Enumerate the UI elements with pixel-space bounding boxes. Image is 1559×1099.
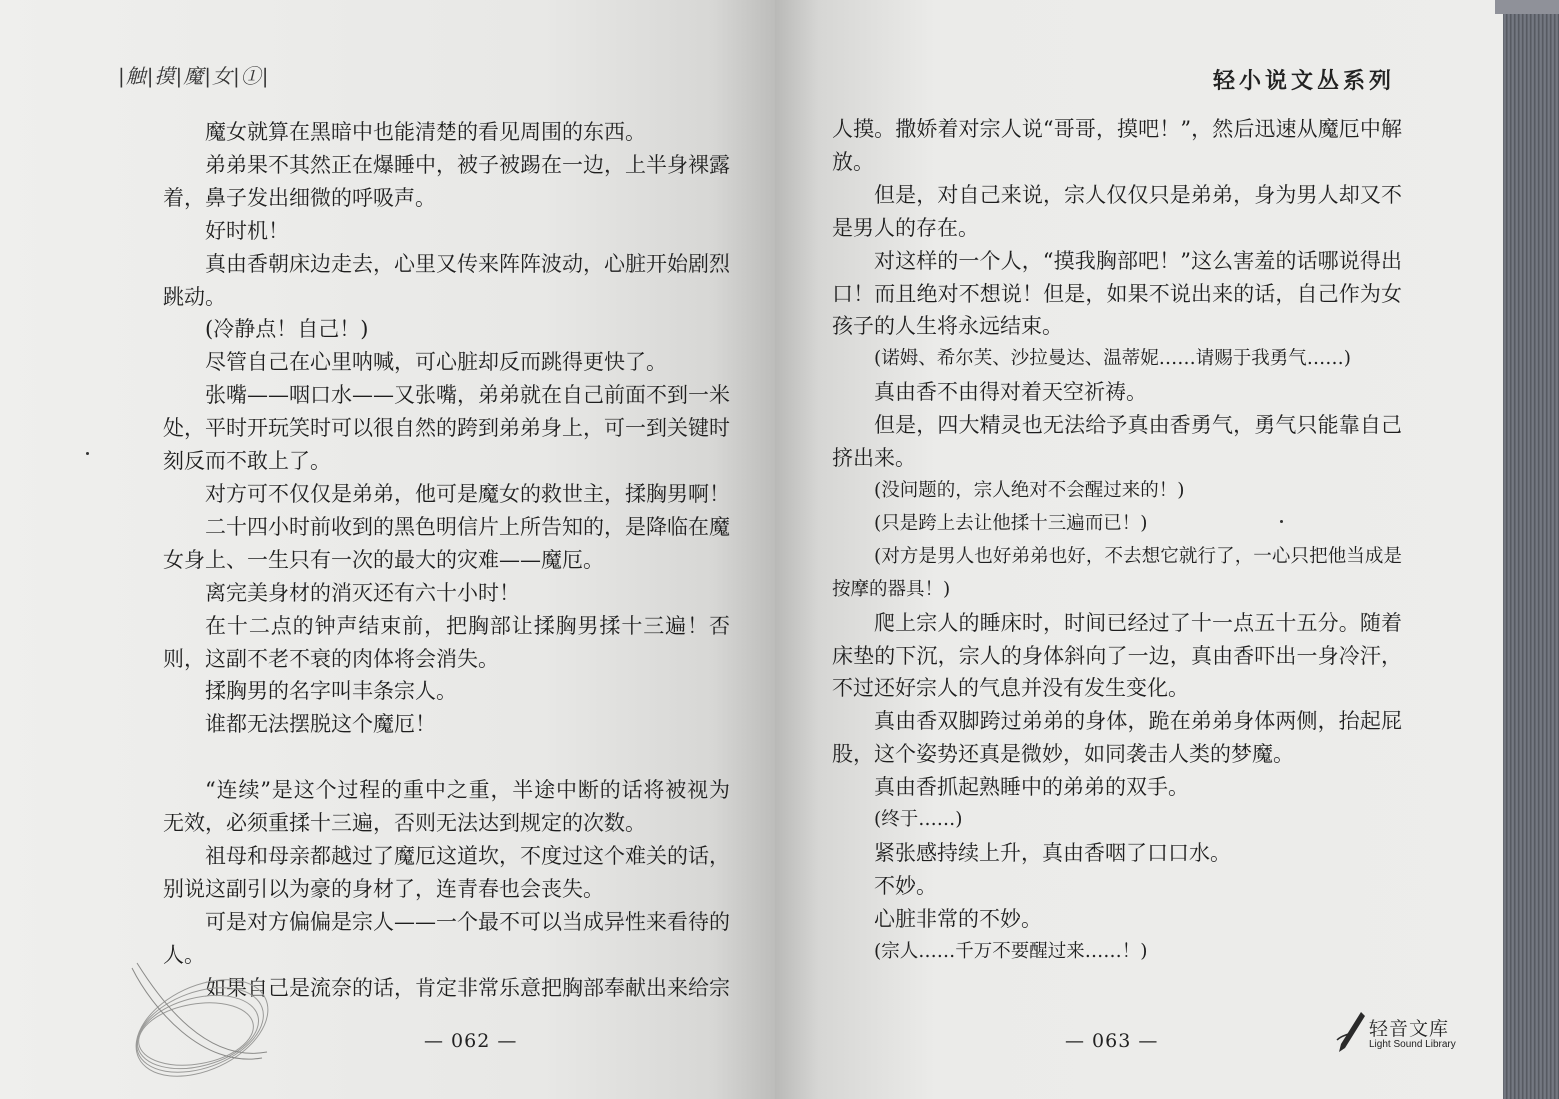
paragraph: 真由香双脚跨过弟弟的身体，跪在弟弟身体两侧，抬起屁股，这个姿势还真是微妙，如同袭击人类的梦魔。 [832, 709, 1402, 767]
right-page-number: — 063 — [1065, 1030, 1159, 1052]
section-break [163, 741, 730, 774]
paragraph: 爬上宗人的睡床时，时间已经过了十一点五十五分。随着床垫的下沉，宗人的身体斜向了一边，真由香吓出一身冷汗，不过还好宗人的气息并没有发生变化。 [832, 610, 1402, 701]
right-page [775, 0, 1503, 1099]
paragraph: (只是跨上去让他揉十三遍而已！) [874, 512, 1148, 534]
paragraph: 张嘴——咽口水——又张嘴，弟弟就在自己前面不到一米处，平时开玩笑时可以很自然的跨到弟弟身上，可一到关键时刻反而不敢上了。 [163, 383, 730, 474]
book-cover-corner [1495, 0, 1559, 14]
logo-english-text: Light Sound Library [1369, 1039, 1456, 1050]
paragraph: (没问题的，宗人绝对不会醒过来的！) [874, 479, 1185, 501]
paragraph: 人摸。撒娇着对宗人说“哥哥，摸吧！”，然后迅速从魔厄中解放。 [832, 117, 1402, 174]
paragraph: (诺姆、希尔芙、沙拉曼达、温蒂妮……请赐于我勇气……) [874, 348, 1351, 370]
pen-icon [1335, 1010, 1367, 1054]
paragraph: 魔女就算在黑暗中也能清楚的看见周围的东西。 [205, 120, 646, 144]
paragraph: 真由香抓起熟睡中的弟弟的双手。 [874, 775, 1189, 800]
paragraph: (宗人……千万不要醒过来……！) [874, 940, 1148, 962]
paragraph: 弟弟果不其然正在爆睡中，被子被踢在一边，上半身裸露着，鼻子发出细微的呼吸声。 [163, 152, 730, 210]
left-running-header: |触|摸|魔|女|①| [118, 64, 270, 88]
paragraph: 在十二点的钟声结束前，把胸部让揉胸男揉十三遍！否则，这副不老不衰的肉体将会消失。 [163, 613, 730, 671]
left-page-number: — 062 — [424, 1030, 518, 1052]
paragraph: (冷静点！自己！) [205, 317, 369, 342]
paragraph: “连续”是这个过程的重中之重，半途中断的话将被视为无效，必须重揉十三遍，否则无法达到规定的次数。 [163, 778, 730, 836]
swirl-ornament-icon [112, 948, 282, 1088]
paragraph: 离完美身材的消灭还有六十小时！ [205, 580, 520, 605]
paragraph: 祖母和母亲都越过了魔厄这道坎，不度过这个难关的话，别说这副引以为豪的身材了，连青春也会丧失。 [163, 844, 730, 901]
book-page-edge [1503, 0, 1559, 1099]
paragraph: 对方可不仅仅是弟弟，他可是魔女的救世主，揉胸男啊！ [205, 481, 730, 506]
left-body-text [163, 116, 730, 1005]
paragraph: 可是对方偏偏是宗人——一个最不可以当成异性来看待的人。 [163, 909, 730, 967]
paragraph: 谁都无法摆脱这个魔厄！ [205, 712, 436, 737]
paragraph: (终于……) [874, 809, 963, 831]
paragraph: 好时机！ [205, 218, 289, 243]
paragraph: 如果自己是流奈的话，肯定非常乐意把胸部奉献出来给宗 [205, 975, 730, 1000]
right-running-header: 轻小说文丛系列 [1212, 68, 1395, 94]
paragraph: 揉胸男的名字叫丰条宗人。 [205, 679, 457, 704]
left-page [0, 0, 775, 1099]
paragraph: 尽管自己在心里呐喊，可心脏却反而跳得更快了。 [205, 350, 667, 375]
paragraph: 不妙。 [874, 873, 937, 898]
paragraph: 真由香朝床边走去，心里又传来阵阵波动，心脏开始剧烈跳动。 [163, 251, 730, 309]
paragraph: (对方是男人也好弟弟也好，不去想它就行了，一心只把他当成是按摩的器具！) [832, 545, 1402, 600]
paragraph: 真由香不由得对着天空祈祷。 [874, 380, 1147, 405]
speck [86, 452, 89, 455]
logo-chinese-text: 轻音文库 [1369, 1018, 1450, 1040]
paragraph: 二十四小时前收到的黑色明信片上所告知的，是降临在魔女身上、一生只有一次的最大的灾难——魔厄。 [163, 514, 730, 572]
speck [1280, 520, 1283, 523]
paragraph: 对这样的一个人，“摸我胸部吧！”这么害羞的话哪说得出口！而且绝对不想说！但是，如果不说出来的话，自己作为女孩子的人生将永远结束。 [832, 248, 1402, 339]
paragraph: 但是，对自己来说，宗人仅仅只是弟弟，身为男人却又不是男人的存在。 [832, 182, 1402, 240]
right-body-text [832, 113, 1402, 969]
paragraph: 心脏非常的不妙。 [874, 906, 1042, 931]
paragraph: 紧张感持续上升，真由香咽了口口水。 [874, 840, 1231, 865]
paragraph: 但是，四大精灵也无法给予真由香勇气，勇气只能靠自己挤出来。 [832, 413, 1402, 471]
